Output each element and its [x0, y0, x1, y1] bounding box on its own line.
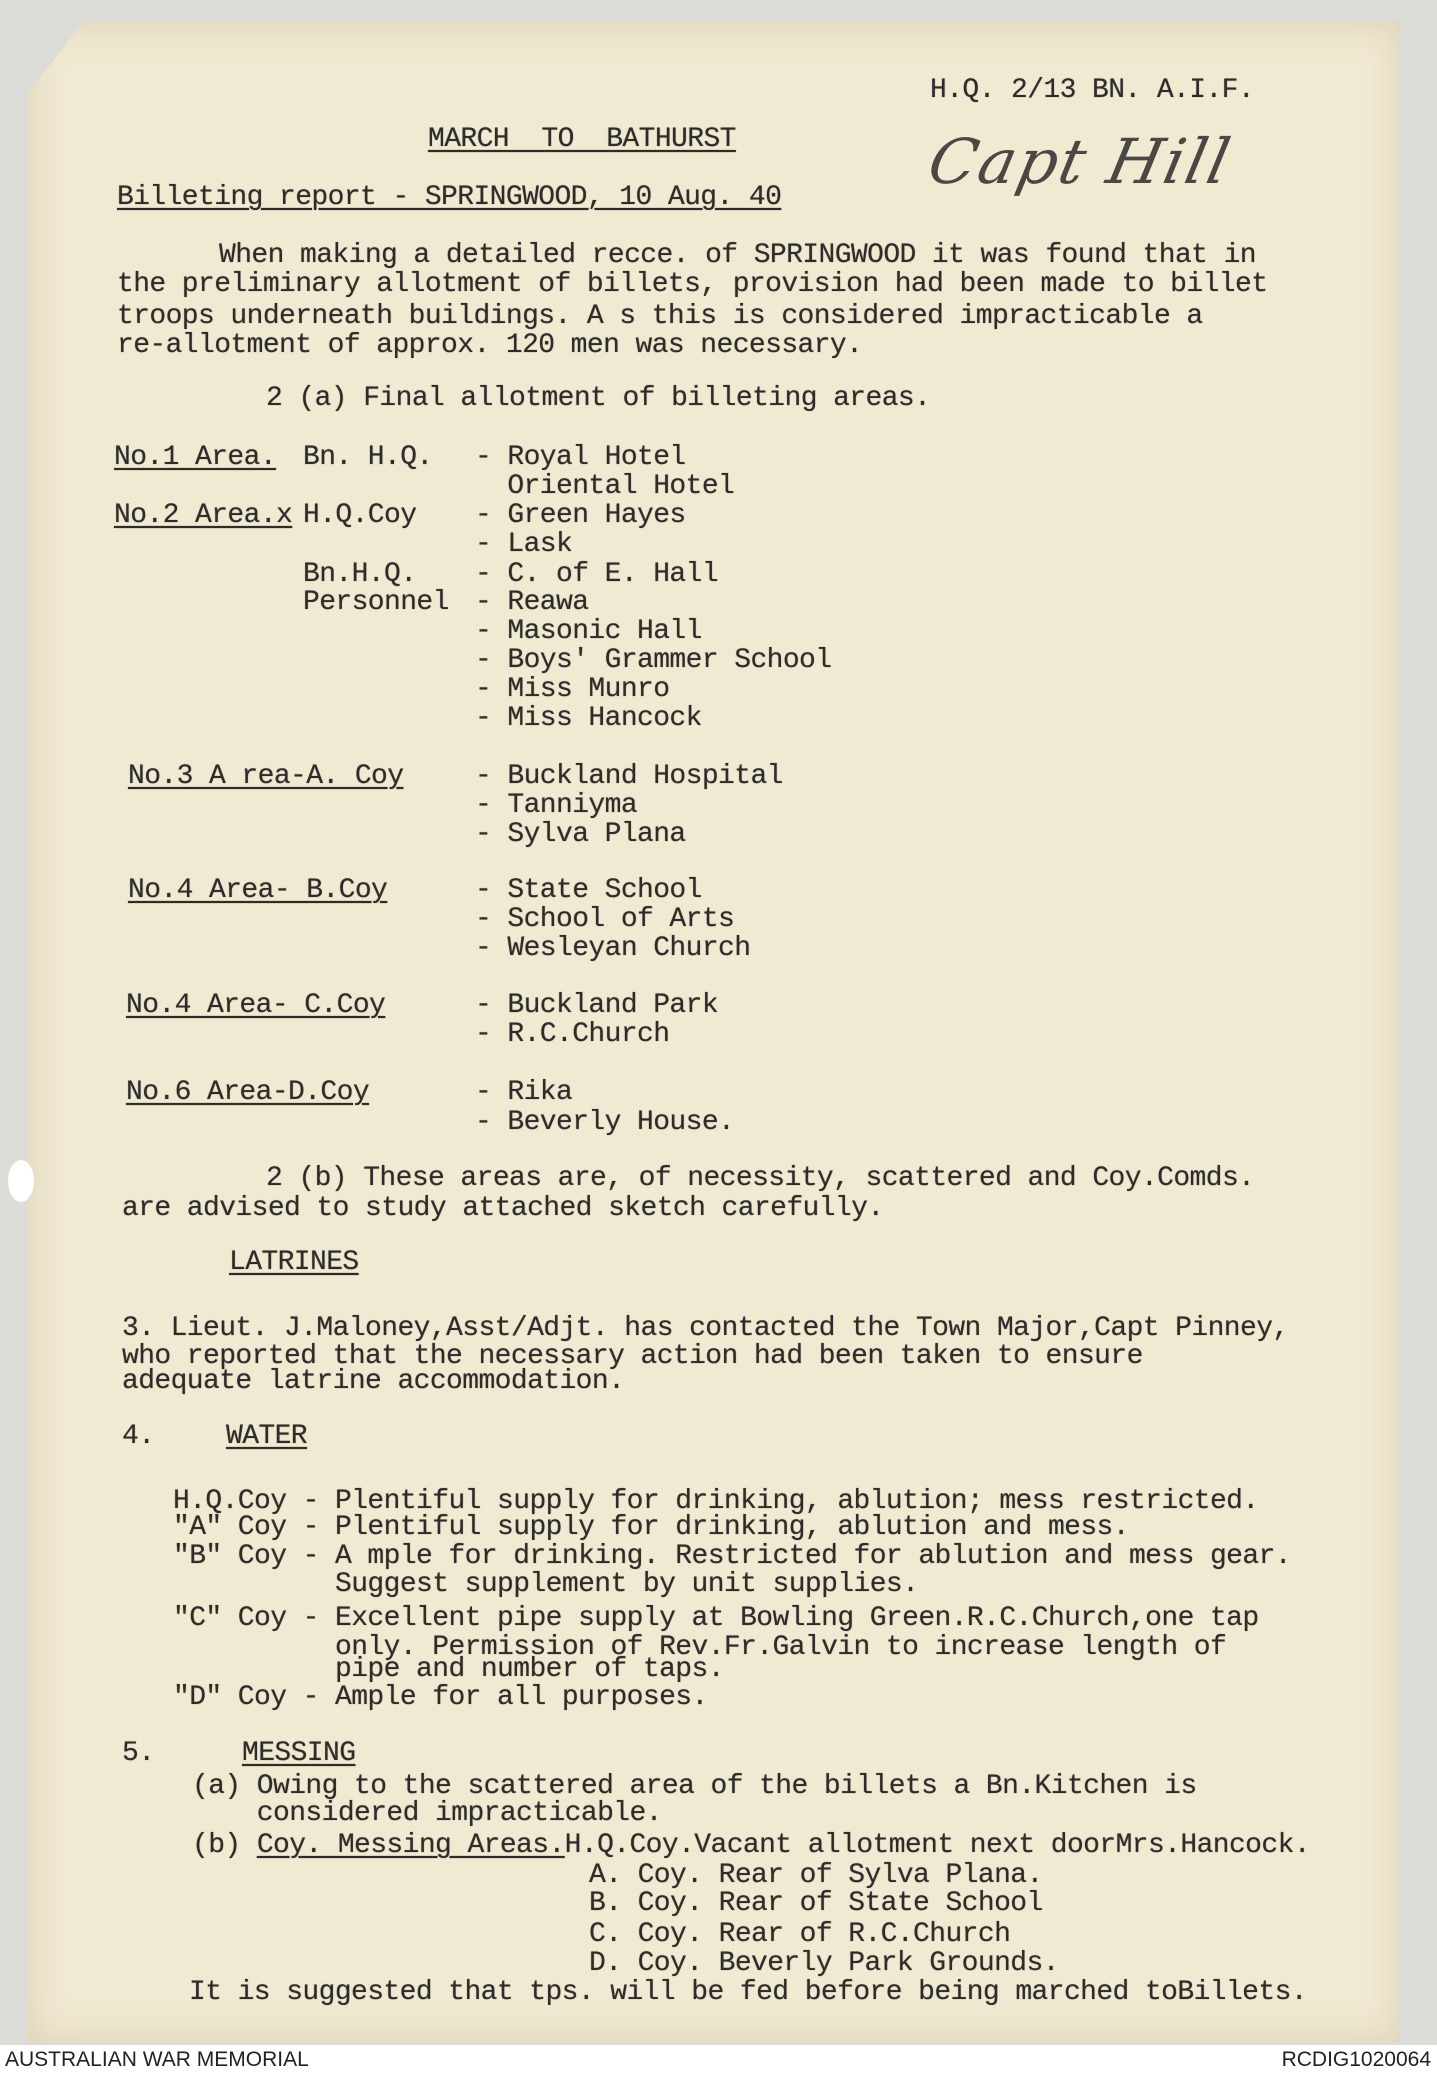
latrines-line: who reported that the necessary action had been taken to ensure — [122, 1341, 1143, 1372]
footer-record-id: RCDIG1020064 — [1281, 2048, 1431, 2071]
billet-item: - State School — [475, 875, 702, 906]
messing-line-b — [192, 1831, 1310, 1860]
report-subtitle: Billeting report - SPRINGWOOD, 10 Aug. 40 — [117, 182, 782, 213]
water-heading: WATER — [226, 1421, 308, 1452]
area-label: No.3 A rea-A. Coy — [128, 761, 404, 792]
messing-area: C. Coy. Rear of R.C.Church — [589, 1919, 1011, 1950]
billet-item: - Miss Munro — [475, 674, 670, 705]
billet-item: - Lask — [475, 529, 573, 560]
messing-area: A. Coy. Rear of Sylva Plana. — [589, 1860, 1043, 1891]
area-unit: Bn.H.Q. — [303, 559, 417, 590]
messing-number: 5. — [122, 1738, 155, 1769]
messing-heading: MESSING — [242, 1738, 356, 1769]
unit-header: H.Q. 2/13 BN. A.I.F. — [930, 75, 1255, 106]
billet-item: - Buckland Park — [475, 990, 719, 1021]
billet-item: - R.C.Church — [475, 1019, 670, 1050]
area-unit: H.Q.Coy — [303, 500, 417, 531]
water-number: 4. — [122, 1421, 155, 1452]
billet-item: - Green Hayes — [475, 500, 686, 531]
water-line: "D" Coy - Ample for all purposes. — [173, 1682, 708, 1713]
water-line: "C" Coy - Excellent pipe supply at Bowling Green.R.C.Church,one tap — [173, 1603, 1259, 1634]
billet-item: - Reawa — [475, 587, 589, 618]
area-label: No.6 Area-D.Coy — [126, 1077, 370, 1108]
water-line: H.Q.Coy - Plentiful supply for drinking, ablution; mess restricted. — [173, 1486, 1259, 1517]
billet-item: - Royal Hotel — [475, 442, 686, 473]
section-2a-heading: 2 (a) Final allotment of billeting areas. — [266, 383, 931, 414]
messing-area: D. Coy. Beverly Park Grounds. — [589, 1948, 1059, 1979]
water-line: pipe and number of taps. — [173, 1654, 724, 1685]
area-label: No.4 Area- C.Coy — [126, 990, 386, 1021]
intro-line: re-allotment of approx. 120 men was necessary. — [117, 330, 863, 361]
intro-line: the preliminary allotment of billets, provision had been made to billet — [117, 269, 1268, 300]
billet-item: - School of Arts — [475, 904, 735, 935]
intro-line: When making a detailed recce. of SPRINGWOOD it was found that in — [219, 240, 1256, 271]
area-label: No.4 Area- B.Coy — [128, 875, 388, 906]
messing-b-prefix: (b) — [192, 1830, 257, 1861]
messing-hq-area: H.Q.Coy.Vacant allotment next doorMrs.Hancock. — [564, 1830, 1310, 1861]
latrines-line: 3. Lieut. J.Maloney,Asst/Adjt. has contacted the Town Major,Capt Pinney, — [122, 1313, 1289, 1344]
water-line: "B" Coy - A mple for drinking. Restricted for ablution and mess gear. — [173, 1541, 1291, 1572]
billet-item: - Boys' Grammer School — [475, 645, 832, 676]
area-label: No.1 Area. — [114, 442, 277, 473]
section-2b-line: are advised to study attached sketch carefully. — [122, 1193, 884, 1224]
billet-item: - Tanniyma — [475, 790, 638, 821]
water-line: only. Permission of Rev.Fr.Galvin to increase length of — [173, 1632, 1227, 1663]
latrines-heading: LATRINES — [229, 1247, 359, 1278]
billet-item: - Miss Hancock — [475, 703, 702, 734]
messing-line: considered impracticable. — [192, 1798, 662, 1829]
area-unit: Bn. H.Q. — [303, 442, 433, 473]
area-label: No.2 Area.x — [114, 500, 293, 531]
billet-item: - C. of E. Hall — [475, 559, 719, 590]
document-title: MARCH TO BATHURST — [428, 124, 736, 155]
section-2b-line: 2 (b) These areas are, of necessity, scattered and Coy.Comds. — [266, 1163, 1255, 1194]
footer-institution: AUSTRALIAN WAR MEMORIAL — [5, 2048, 309, 2071]
water-line: "A" Coy - Plentiful supply for drinking, ablution and mess. — [173, 1512, 1129, 1543]
handwritten-signature: Capt Hill — [922, 125, 1239, 198]
billet-item: - Wesleyan Church — [475, 933, 751, 964]
billet-item: - Masonic Hall — [475, 616, 702, 647]
latrines-line: adequate latrine accommodation. — [122, 1366, 625, 1397]
billet-item: - Beverly House. — [475, 1107, 735, 1138]
area-unit: Personnel — [303, 587, 449, 618]
intro-line: troops underneath buildings. A s this is considered impracticable a — [117, 301, 1203, 332]
messing-closing: It is suggested that tps. will be fed before being marched toBillets. — [189, 1977, 1307, 2008]
punch-hole — [8, 1160, 34, 1202]
water-line: Suggest supplement by unit supplies. — [173, 1569, 919, 1600]
billet-item: Oriental Hotel — [475, 471, 735, 502]
messing-areas-label: Coy. Messing Areas. — [256, 1830, 565, 1861]
messing-line: (a) Owing to the scattered area of the billets a Bn.Kitchen is — [192, 1771, 1197, 1802]
messing-area: B. Coy. Rear of State School — [589, 1888, 1043, 1919]
billet-item: - Rika — [475, 1077, 573, 1108]
billet-item: - Sylva Plana — [475, 819, 686, 850]
billet-item: - Buckland Hospital — [475, 761, 783, 792]
